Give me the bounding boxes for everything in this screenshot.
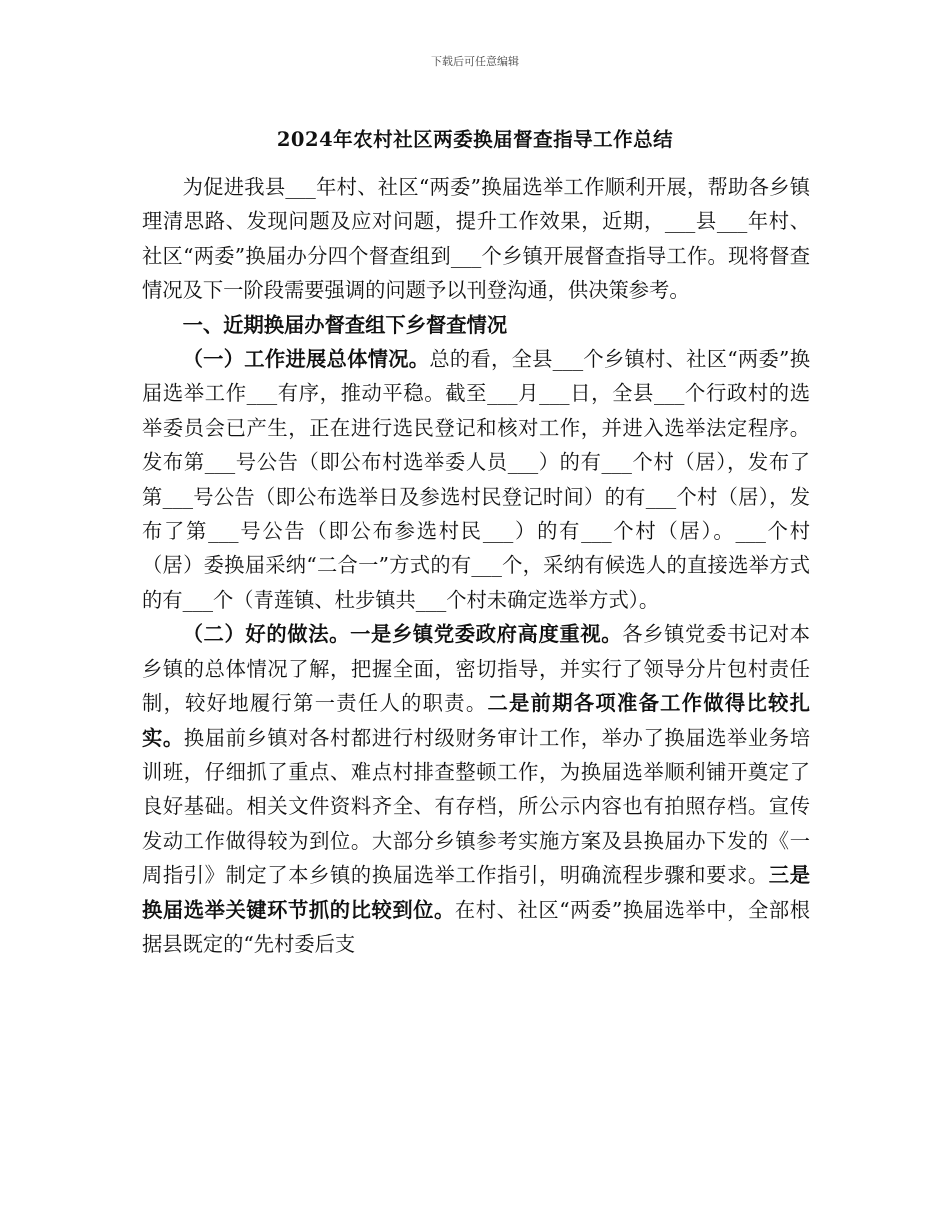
- section-2-point-1: 一是乡镇党委政府高度重视。: [350, 622, 623, 647]
- section-1-paragraph: [142, 342, 810, 617]
- section-2-text-2: 换届前乡镇对各村都进行村级财务审计工作，举办了换届选举业务培训班，仔细抓了重点、难点村排查整顿工作，为换届选举顺利铺开奠定了良好基础。相关文件资料齐全、有存档，所公示内容也有拍照存档。宣传发动工作做得较为到位。大部分乡镇参考实施方案及县换届办下发的《一周指引》制定了本乡镇的换届选举工作指引，明确流程步骤和要求。: [142, 725, 810, 888]
- section-1-subheading: （一）工作进展总体情况。: [182, 347, 430, 372]
- section-2-text-1: 各乡镇党委书记对本乡镇的总体情况了解，把握全面，密切指导，并实行了领导分片包村责任制，较好地履行第一责任人的职责。: [142, 622, 810, 716]
- intro-paragraph: 为促进我县___年村、社区“两委”换届选举工作顺利开展，帮助各乡镇理清思路、发现问题及应对问题，提升工作效果，近期，___县___年村、社区“两委”换届办分四个督查组到___个乡镇开展督查指导工作。现将督查情况及下一阶段需要强调的问题予以刊登沟通，供决策参考。: [142, 175, 810, 303]
- section-2-paragraph: [142, 617, 810, 961]
- section-heading-1: 一、近期换届办督查组下乡督查情况: [182, 312, 508, 337]
- section-2-subheading: （二）好的做法。: [182, 622, 351, 647]
- section-2-point-3: 三是换届选举关键环节抓的比较到位。: [142, 863, 810, 922]
- download-note: 下载后可任意编辑: [431, 55, 519, 68]
- document-body: [142, 170, 810, 961]
- section-2-point-2: 二是前期各项准备工作做得比较扎实。: [142, 691, 810, 750]
- section-2-text-3: 在村、社区“两委”换届选举中，全部根据县既定的“先村委后支: [142, 897, 810, 956]
- document-title: 2024年农村社区两委换届督查指导工作总结: [276, 128, 674, 151]
- section-1-text: 总的看，全县___个乡镇村、社区“两委”换届选举工作___有序，推动平稳。截至___月___日，全县___个行政村的选举委员会已产生，正在进行选民登记和核对工作，并进入选举法定程序。发布第___号公告（即公布村选举委人员___）的有___个村（居），发布了第___号公告（即公布选举日及参选村民登记时间）的有___个村（居），发布了第___号公告（即公布参选村民___）的有___个村（居）。___个村（居）委换届采纳“二合一”方式的有___个，采纳有候选人的直接选举方式的有___个（青莲镇、杜步镇共___个村未确定选举方式）。: [142, 347, 810, 612]
